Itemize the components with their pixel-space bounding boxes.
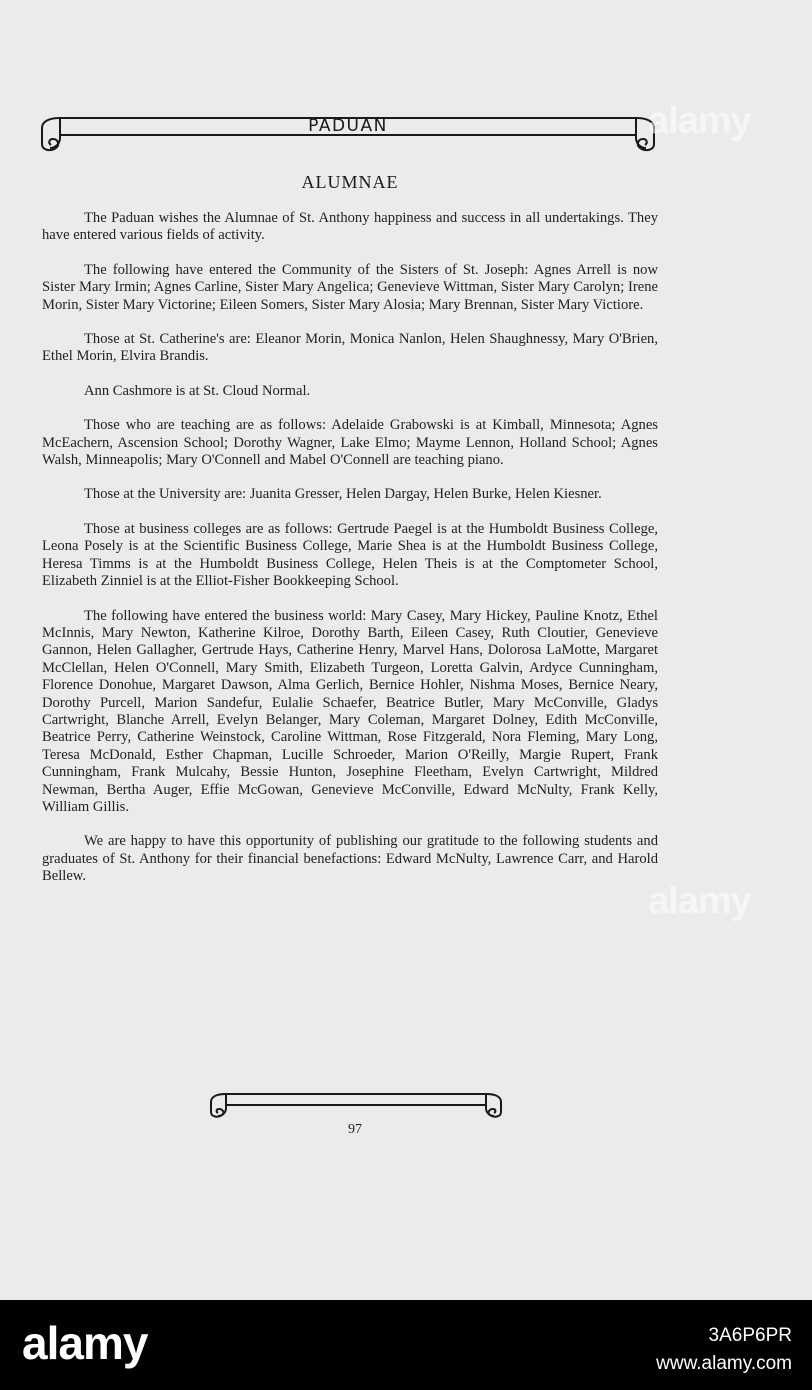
article-body	[42, 210, 658, 903]
paragraph-business-world: The following have entered the business world: Mary Casey, Mary Hickey, Pauline Knotz, Ethel McInnis, Mary Newton, Katherine Kilroe, Dorothy Barth, Eileen Casey, Ruth Cloutier, Genevieve Gannon, Helen Gallagher, Gertrude Hays, Catherine Henry, Marvel Hans, Dolorosa LaMotte, Margaret McClellan, Helen O'Connell, Mary Smith, Elizabeth Turgeon, Loretta Galvin, Ardyce Cunningham, Florence Donohue, Margaret Dawson, Alma Gerlich, Bernice Hohler, Nishma Moses, Bernice Neary, Dorothy Purcell, Marion Sandefur, Eulalie Schaefer, Beatrice Butler, Mary McConville, Gladys Cartwright, Blanche Arrell, Evelyn Belanger, Mary Coleman, Margaret Dolney, Edith McConville, Beatrice Perry, Catherine Weinstock, Caroline Wittman, Rose Fitzgerald, Nora Fleming, Mary Long, Teresa McDonald, Esther Chapman, Lucille Schroeder, Marion O'Reilly, Margie Rupert, Frank Cunningham, Frank Mulcahy, Bessie Hunton, Josephine Fleetham, Evelyn Cartwright, Mildred Newman, Bertha Auger, Effie McGowan, Genevieve McConville, Edward McNulty, Frank Kelly, William Gillis.	[42, 607, 658, 815]
paragraph-teaching: Those who are teaching are as follows: Adelaide Grabowski is at Kimball, Minnesota; Agnes McEachern, Ascension School; Dorothy Wagner, Lake Elmo; Mayme Lennon, Holland School; Agnes Walsh, Minneapolis; Mary O'Connell and Mabel O'Connell are teaching piano.	[42, 417, 658, 469]
paragraph-gratitude: We are happy to have this opportunity of publishing our gratitude to the following students and graduates of St. Anthony for their financial benefactions: Edward McNulty, Lawrence Carr, and Harold Bellew.	[42, 833, 658, 885]
footer-scroll-ornament	[208, 1088, 504, 1120]
stock-logo: alamy	[22, 1317, 148, 1369]
stock-meta	[656, 1322, 792, 1378]
paragraph-sisters: The following have entered the Community of the Sisters of St. Joseph: Agnes Arrell is now Sister Mary Irmin; Agnes Carline, Sister Mary Angelica; Genevieve Wittman, Sister Mary Carolyn; Irene Morin, Sister Mary Victorine; Eileen Somers, Sister Mary Alosia; Mary Brennan, Sister Mary Victiore.	[42, 261, 658, 313]
stock-photo-bar	[0, 1300, 812, 1390]
scroll-ornament-icon	[208, 1088, 504, 1120]
paragraph-business-colleges: Those at business colleges are as follows: Gertrude Paegel is at the Humboldt Business College, Leona Posely is at the Scientific Business College, Marie Shea is at the Humboldt Business College, Heresa Timms is at the Humboldt Business College, Helen Theis is at the Comptometer School, Elizabeth Zinniel is at the Elliot-Fisher Bookkeeping School.	[42, 520, 658, 590]
header-scroll-banner	[38, 108, 658, 154]
watermark: alamy	[648, 100, 751, 142]
paragraph-st-cloud: Ann Cashmore is at St. Cloud Normal.	[84, 382, 311, 399]
page-number: 97	[348, 1122, 362, 1137]
watermark: alamy	[648, 880, 751, 922]
section-title: ALUMNAE	[301, 172, 399, 192]
stock-url: www.alamy.com	[656, 1353, 792, 1374]
running-head: PADUAN	[308, 116, 388, 136]
paragraph-intro: The Paduan wishes the Alumnae of St. Anthony happiness and success in all undertakings. They have entered various fields of activity.	[42, 210, 658, 244]
paragraph-st-catherines: Those at St. Catherine's are: Eleanor Morin, Monica Nanlon, Helen Shaughnessy, Mary O'Brien, Ethel Morin, Elvira Brandis.	[42, 331, 658, 365]
paragraph-university: Those at the University are: Juanita Gresser, Helen Dargay, Helen Burke, Helen Kiesner.	[84, 486, 602, 503]
image-id: 3A6P6PR	[708, 1325, 792, 1346]
